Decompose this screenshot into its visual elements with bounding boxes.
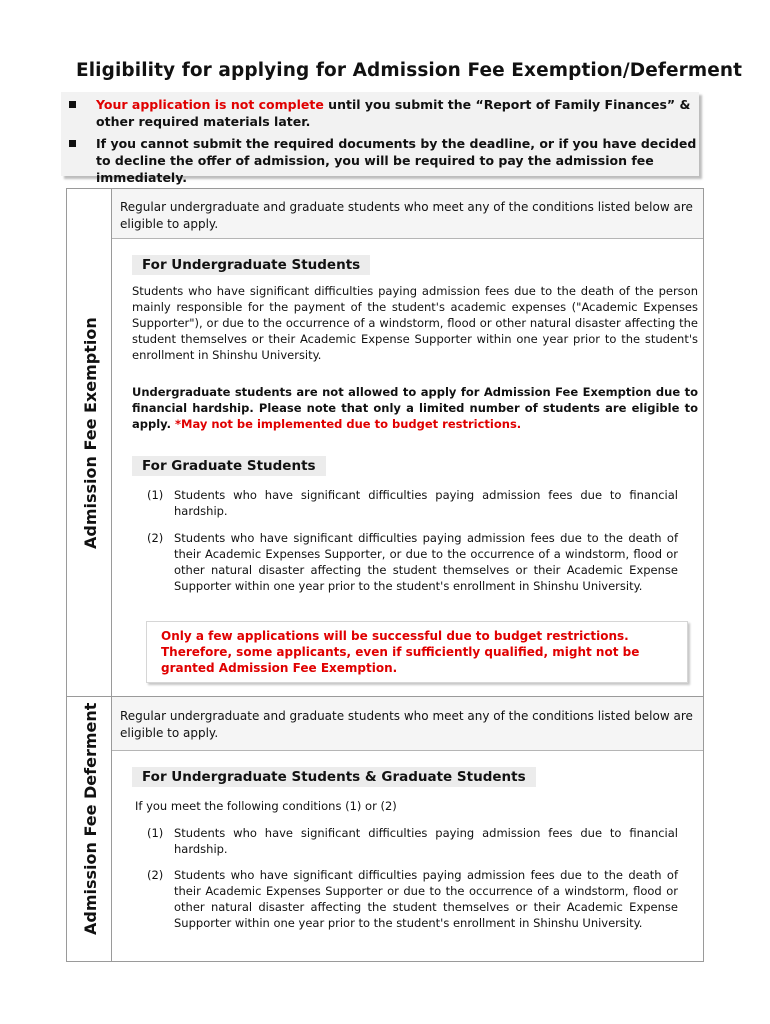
budget-restriction-note: *May not be implemented due to budget restrictions.	[174, 417, 522, 431]
notice-warning-highlight: Your application is not complete	[96, 97, 324, 112]
deferment-heading: For Undergraduate Students & Graduate Students	[132, 767, 536, 787]
undergrad-note-text: Undergraduate students are not allowed to apply for Admission Fee Exemption due to financial hardship. Please note that only a limited number of students are eligible to apply.	[132, 385, 698, 431]
undergrad-text: Students who have significant difficulties paying admission fees due to the death of the person mainly responsible for the payment of the student's academic expenses ("Academic Expenses Supporter"), or due to the occurrence of a windstorm, flood or other natural disaster affecting the student themselves or their Academic Expense Supporter within one year prior to the student's enrollment in Shinshu University.	[132, 284, 698, 362]
exemption-intro-box	[112, 189, 703, 239]
item-text: Students who have significant difficulties paying admission fees due to the death of their Academic Expenses Supporter or due to the occurrence of a windstorm, flood or other natural disaster affecting the student themselves or their Academic Expense Supporter within one year prior to the student's enrollment in Shinshu University.	[174, 868, 678, 930]
budget-warning-text: Only a few applications will be successful due to budget restrictions. Therefore, some applicants, even if sufficiently qualified, might not be granted Admission Fee Exemption.	[161, 629, 640, 675]
deferment-intro-box	[112, 697, 703, 751]
page-title: Eligibility for applying for Admission Fee Exemption/Deferment	[76, 60, 743, 81]
undergrad-heading: For Undergraduate Students	[132, 255, 370, 275]
item-number: (2)	[147, 531, 164, 545]
exemption-intro: Regular undergraduate and graduate students who meet any of the conditions listed below are eligible to apply.	[120, 200, 693, 231]
deferment-item-1	[147, 825, 678, 859]
eligibility-table	[66, 188, 704, 962]
deferment-side-label: Admission Fee Deferment	[81, 702, 100, 935]
item-number: (2)	[147, 868, 164, 882]
column-divider	[111, 189, 112, 961]
square-bullet-icon	[69, 140, 76, 147]
item-number: (1)	[147, 488, 164, 502]
item-text: Students who have significant difficulties paying admission fees due to financial hardship.	[174, 826, 678, 856]
deferment-item-2	[147, 867, 678, 949]
exemption-side-label: Admission Fee Exemption	[81, 317, 100, 549]
deferment-lead: If you meet the following conditions (1) or (2)	[135, 799, 397, 813]
item-number: (1)	[147, 826, 164, 840]
notice-bullet-1-text: until you submit the “Report of Family Finances” & other required materials later.	[96, 97, 691, 129]
item-text: Students who have significant difficulties paying admission fees due to the death of their Academic Expenses Supporter, or due to the occurrence of a windstorm, flood or other natural disaster affecting the student themselves or their Academic Expense Supporter within one year prior to the student's enrollment in Shinshu University.	[174, 531, 678, 593]
undergrad-note	[132, 384, 698, 432]
square-bullet-icon	[69, 101, 76, 108]
item-text: Students who have significant difficulties paying admission fees due to financial hardship.	[174, 488, 678, 518]
grad-item-1	[147, 487, 678, 521]
deferment-intro: Regular undergraduate and graduate students who meet any of the conditions listed below are eligible to apply.	[120, 709, 693, 740]
notice-box	[61, 92, 699, 185]
notice-bullet-2-text: If you cannot submit the required documents by the deadline, or if you have decided to decline the offer of admission, you will be required to pay the admission fee immediately.	[96, 136, 697, 185]
grad-item-2	[147, 530, 678, 612]
budget-warning-box	[146, 621, 688, 683]
grad-heading: For Graduate Students	[132, 456, 326, 476]
